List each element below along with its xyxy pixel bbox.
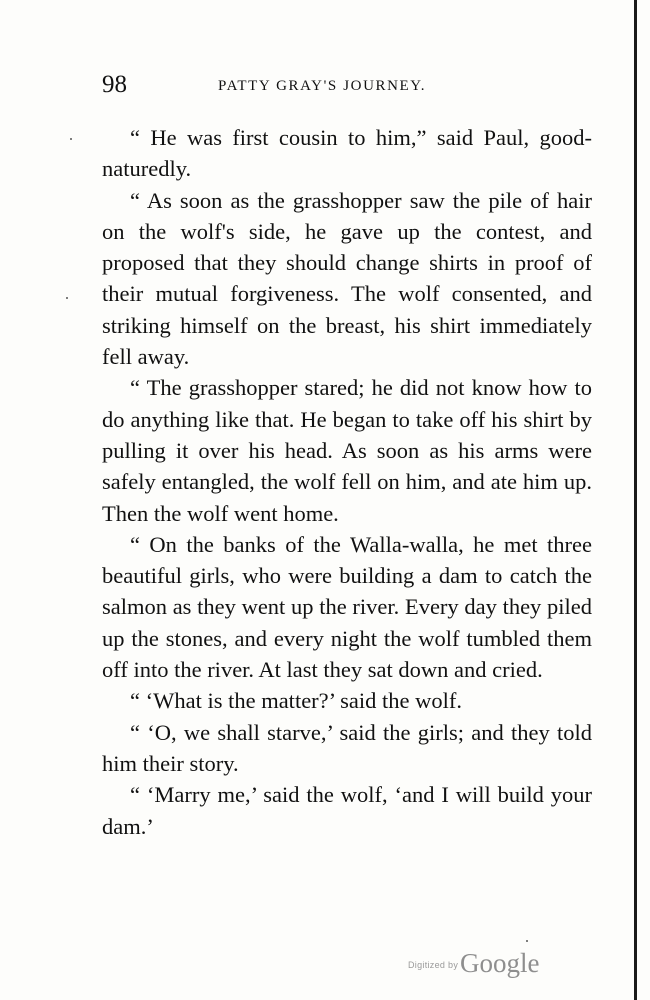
page-number: 98 <box>102 71 127 98</box>
page-header <box>102 70 482 100</box>
body-text <box>102 122 592 842</box>
page-edge-shadow <box>634 0 637 1000</box>
paragraph: “ ‘What is the matter?’ said the wolf. <box>130 688 462 714</box>
paper-speck <box>66 297 68 299</box>
paragraph: “ On the banks of the Walla-walla, he met three beautiful girls, who were building a dam to catch the salmon as they went up the river. Every day they piled up the stones, and every night the wolf tumbled them off into the river. At last they sat down and cried. <box>102 531 592 683</box>
paragraph: “ The grasshopper stared; he did not know how to do anything like that. He began to take off his shirt by pulling it over his head. As soon as his arms were safely entangled, the wolf fell on him, and ate him up. Then the wolf went home. <box>102 375 592 526</box>
watermark-prefix: Digitized by <box>408 960 459 970</box>
digitized-watermark <box>408 950 558 982</box>
paper-speck <box>526 940 528 942</box>
running-head: PATTY GRAY'S JOURNEY. <box>218 78 427 94</box>
google-logo: Google <box>460 948 540 978</box>
paragraph: “ As soon as the grasshopper saw the pile of hair on the wolf's side, he gave up the contest, and proposed that they should change shirts in proof of their mutual forgiveness. The wolf consented, and striking himself on the breast, his shirt immediately fell away. <box>102 187 592 370</box>
paragraph: “ He was first cousin to him,” said Paul, good-naturedly. <box>102 125 592 182</box>
paragraph: “ ‘Marry me,’ said the wolf, ‘and I will build your dam.’ <box>102 782 592 839</box>
paper-speck <box>70 138 72 140</box>
paragraph: “ ‘O, we shall starve,’ said the girls; and they told him their story. <box>102 719 592 776</box>
